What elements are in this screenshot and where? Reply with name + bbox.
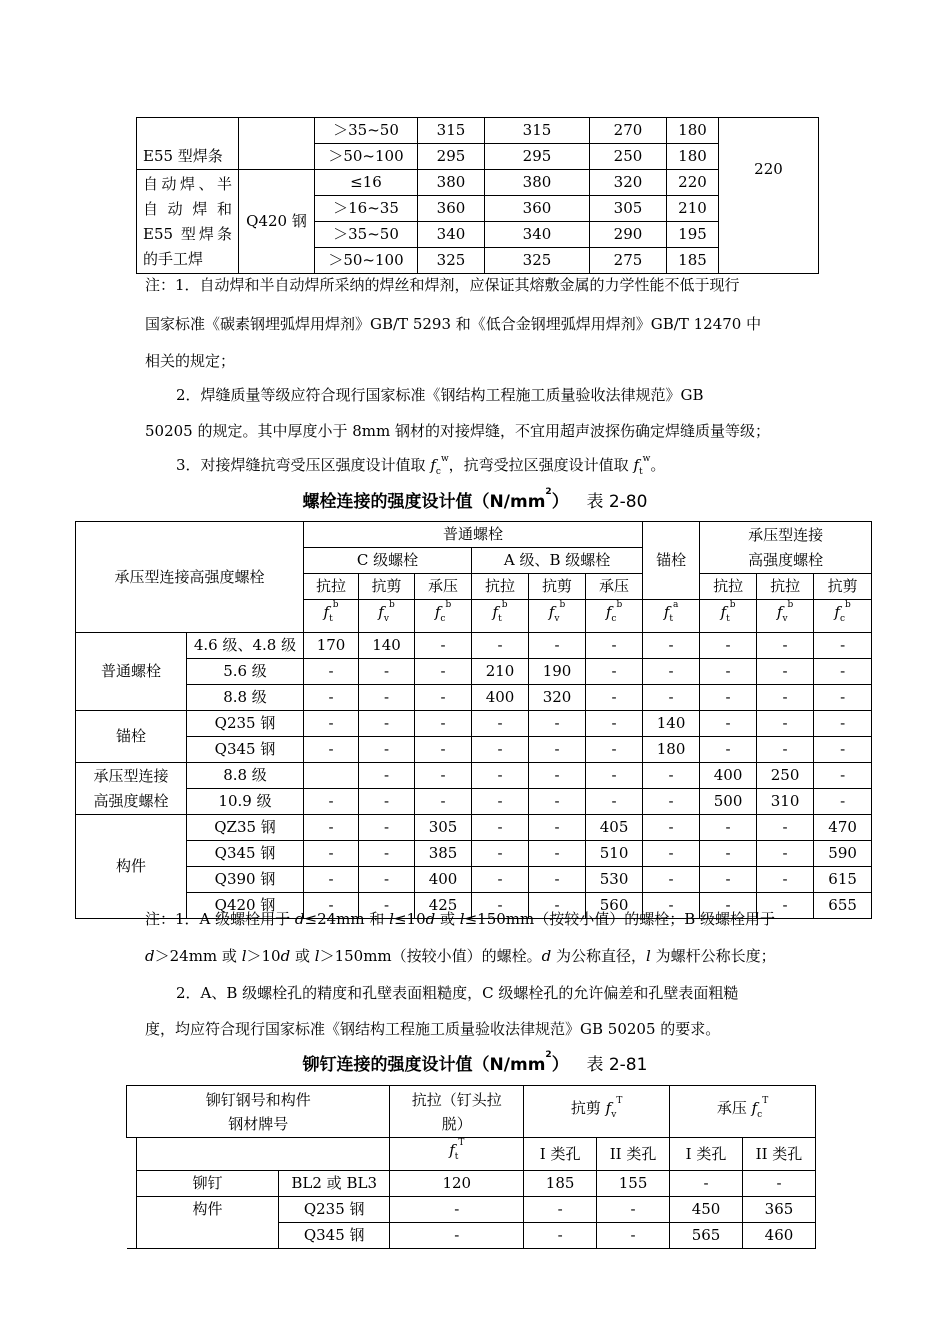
empty-header [137, 1138, 390, 1171]
value-cell: 305 [415, 815, 472, 841]
thickness-cell: ＞35~50 [315, 118, 418, 144]
table-row [76, 789, 872, 815]
table-row [127, 1171, 816, 1197]
value-cell: - [700, 893, 757, 919]
stress-symbol-header: $f_t^b$ [472, 600, 529, 633]
group-label-line: 高强度螺栓 [93, 791, 169, 810]
value-cell: 565 [670, 1223, 743, 1249]
grade-label-cell: 10.9 级 [187, 789, 304, 815]
value-cell: - [700, 633, 757, 659]
note-line: 2．A、B 级螺栓孔的精度和孔壁表面粗糙度，C 级螺栓孔的允许偏差和孔壁表面粗糙 [176, 984, 739, 1002]
value-cell: - [643, 893, 700, 919]
value-cell: - [529, 763, 586, 789]
value-cell: 180 [667, 144, 719, 170]
value-cell: - [472, 737, 529, 763]
header-text: 抗剪 [570, 1098, 606, 1117]
value-cell: 380 [418, 170, 485, 196]
value-cell: 340 [418, 222, 485, 248]
class-i-header: I 类孔 [670, 1138, 743, 1171]
stress-type-header: 抗拉 [472, 574, 529, 600]
stress-type-header: 抗拉 [757, 574, 814, 600]
value-cell: - [814, 711, 872, 737]
spacer-cell [127, 1197, 137, 1223]
value-cell: 140 [359, 633, 415, 659]
value-cell: 615 [814, 867, 872, 893]
rivet-row-grade: BL2 或 BL3 [278, 1171, 389, 1197]
grade-label-cell: QZ35 钢 [187, 815, 304, 841]
value-cell: - [529, 711, 586, 737]
table-row [127, 1197, 816, 1223]
value-cell: - [643, 789, 700, 815]
value-cell: - [643, 815, 700, 841]
value-cell: 180 [643, 737, 700, 763]
value-cell: - [304, 789, 359, 815]
header-line: 高强度螺栓 [748, 550, 824, 569]
spacer-cell [127, 1138, 137, 1171]
value-cell: 380 [485, 170, 590, 196]
note-line: d＞24mm 或 l＞10d 或 l＞150mm（按较小值）的螺栓。d 为公称直径，l 为螺杆公称长度； [145, 947, 776, 965]
spacer-cell [127, 1223, 137, 1249]
stress-symbol-header: $f_c^b$ [814, 600, 872, 633]
value-cell: 295 [418, 144, 485, 170]
value-cell: - [586, 789, 643, 815]
note-line: 国家标准《碳素钢埋弧焊用焊剂》GB/T 5293 和《低合金钢埋弧焊用焊剂》GB/T 12470 中 [145, 315, 762, 333]
value-cell: 170 [304, 633, 359, 659]
value-cell: - [529, 789, 586, 815]
header-line: 脱） [441, 1114, 472, 1133]
caption-sup: 2 [545, 1050, 552, 1060]
value-cell: 340 [485, 222, 590, 248]
value-cell: - [472, 841, 529, 867]
table-row [76, 867, 872, 893]
value-cell: - [643, 685, 700, 711]
value-cell: - [757, 659, 814, 685]
value-cell: - [304, 867, 359, 893]
group-label-line: 承压型连接 [93, 766, 169, 785]
value-cell: - [586, 711, 643, 737]
header-row [127, 1086, 816, 1138]
caption-title: 螺栓连接的强度设计值（N/mm [302, 492, 546, 512]
note-line: 50205 的规定。其中厚度小于 8mm 钢材的对接焊缝，不宜用超声波探伤确定焊缝质量等级； [145, 422, 771, 440]
note-line: 2．焊缝质量等级应符合现行国家标准《钢结构工程施工质量验收法律规范》GB [176, 386, 704, 404]
table-row [137, 144, 819, 170]
rivet-tension-header [390, 1086, 524, 1138]
value-cell: - [643, 763, 700, 789]
thickness-cell: ＞50~100 [315, 248, 418, 274]
value-cell: - [586, 763, 643, 789]
value-cell: - [757, 685, 814, 711]
value-cell: - [529, 633, 586, 659]
value-cell: - [700, 841, 757, 867]
rivet-row-label: 铆钉 [137, 1171, 279, 1197]
group-label-cell: 普通螺栓 [76, 633, 187, 711]
value-cell: - [359, 893, 415, 919]
value-cell: - [757, 867, 814, 893]
grade-label-cell: 4.6 级、4.8 级 [187, 633, 304, 659]
table-row [137, 118, 819, 144]
stress-type-header: 承压 [415, 574, 472, 600]
value-cell: - [742, 1171, 815, 1197]
grade-label-cell: Q420 钢 [187, 893, 304, 919]
value-cell: - [586, 737, 643, 763]
value-cell: 140 [643, 711, 700, 737]
rivet-strength-table [126, 1085, 816, 1249]
thickness-cell: ＞16~35 [315, 196, 418, 222]
stress-type-header: 抗剪 [359, 574, 415, 600]
group-label-cell: 构件 [76, 815, 187, 919]
value-cell: - [700, 685, 757, 711]
anchor-bolt-header: 锚栓 [643, 522, 700, 600]
value-cell: 385 [415, 841, 472, 867]
value-cell: - [472, 867, 529, 893]
note-text: 3．对接焊缝抗弯受压区强度设计值取 [176, 456, 431, 474]
value-cell: - [814, 789, 872, 815]
note-text: ，抗弯受拉区强度设计值取 [448, 456, 634, 474]
value-cell: - [524, 1223, 597, 1249]
value-cell: - [814, 763, 872, 789]
value-cell: - [757, 841, 814, 867]
rivet-bearing-header: 承压 $f_c^T$ [670, 1086, 816, 1138]
group-label-cell: 锚栓 [76, 711, 187, 763]
value-cell: - [359, 685, 415, 711]
value-cell: 450 [670, 1197, 743, 1223]
value-cell: - [700, 867, 757, 893]
value-cell: - [814, 659, 872, 685]
value-cell: 210 [472, 659, 529, 685]
weld-method-cell: E55 型焊条 [137, 144, 239, 170]
rivet-row-grade: Q345 钢 [278, 1223, 389, 1249]
value-cell: 250 [757, 763, 814, 789]
note-line: 3．对接焊缝抗弯受压区强度设计值取 $f_c^w$，抗弯受拉区强度设计值取 $f_t^w$。 [176, 454, 666, 477]
value-cell: - [359, 867, 415, 893]
weld-method-cell: 自动焊、半自动焊和E55 型焊条的手工焊 [137, 170, 239, 274]
stress-symbol-header: $f_t^b$ [304, 600, 359, 633]
weld-strength-table [136, 117, 819, 274]
value-cell: - [415, 633, 472, 659]
value-cell: 405 [586, 815, 643, 841]
fillet-weld-value-cell: 220 [719, 118, 819, 274]
value-cell: - [304, 685, 359, 711]
rivet-table-caption [0, 1050, 950, 1075]
value-cell: - [359, 815, 415, 841]
value-cell: - [529, 815, 586, 841]
grade-ab-header: A 级、B 级螺栓 [472, 548, 643, 574]
value-cell: - [390, 1223, 524, 1249]
value-cell: 360 [485, 196, 590, 222]
value-cell: - [757, 893, 814, 919]
rivet-row-label [137, 1223, 279, 1249]
grade-label-cell: Q390 钢 [187, 867, 304, 893]
value-cell: 290 [590, 222, 667, 248]
value-cell: - [472, 711, 529, 737]
steel-cell [239, 118, 315, 144]
corner-header: 承压型连接高强度螺栓 [76, 522, 304, 633]
value-cell: - [472, 763, 529, 789]
value-cell: 360 [418, 196, 485, 222]
value-cell: 305 [590, 196, 667, 222]
thickness-cell: ＞50~100 [315, 144, 418, 170]
value-cell: - [472, 815, 529, 841]
grade-label-cell: Q345 钢 [187, 841, 304, 867]
steel-cell: Q420 钢 [239, 170, 315, 274]
value-cell: - [415, 711, 472, 737]
stress-symbol-header: $f_v^b$ [529, 600, 586, 633]
rivet-corner-header [127, 1086, 390, 1138]
value-cell: 250 [590, 144, 667, 170]
value-cell: - [359, 659, 415, 685]
value-cell: - [757, 737, 814, 763]
bolt-table-caption [0, 487, 950, 512]
value-cell: 180 [667, 118, 719, 144]
thickness-cell: ≤16 [315, 170, 418, 196]
table-row [76, 737, 872, 763]
table-row [76, 763, 872, 789]
value-cell: - [415, 763, 472, 789]
ordinary-bolt-header: 普通螺栓 [304, 522, 643, 548]
value-cell: 185 [667, 248, 719, 274]
value-cell: - [359, 737, 415, 763]
value-cell: - [586, 633, 643, 659]
value-cell: 470 [814, 815, 872, 841]
stress-symbol-header: $f_v^b$ [359, 600, 415, 633]
caption-sup: 2 [545, 487, 552, 497]
header-line: 抗拉（钉头拉 [411, 1090, 502, 1109]
value-cell: - [643, 659, 700, 685]
stress-symbol-header: $f_c^b$ [586, 600, 643, 633]
value-cell: - [643, 633, 700, 659]
value-cell: - [415, 659, 472, 685]
grade-c-header: C 级螺栓 [304, 548, 472, 574]
value-cell: 460 [742, 1223, 815, 1249]
caption-close: ） [551, 1055, 569, 1075]
table-number: 表 2-81 [586, 1055, 648, 1075]
value-cell: - [415, 685, 472, 711]
header-text: 承压 [716, 1098, 752, 1117]
header-line: 铆钉钢号和构件 [205, 1090, 311, 1109]
value-cell: - [529, 893, 586, 919]
value-cell: 655 [814, 893, 872, 919]
spacer-cell [127, 1171, 137, 1197]
value-cell: - [359, 763, 415, 789]
value-cell: 190 [529, 659, 586, 685]
value-cell: - [304, 815, 359, 841]
value-cell: 400 [415, 867, 472, 893]
value-cell: 400 [700, 763, 757, 789]
weld-method-cell [137, 118, 239, 144]
value-cell: - [597, 1223, 670, 1249]
value-cell: 195 [667, 222, 719, 248]
value-cell: - [359, 789, 415, 815]
caption-close: ） [551, 492, 569, 512]
value-cell: 120 [390, 1171, 524, 1197]
value-cell: - [757, 815, 814, 841]
value-cell: - [757, 711, 814, 737]
value-cell: 365 [742, 1197, 815, 1223]
value-cell: - [597, 1197, 670, 1223]
value-cell: - [359, 841, 415, 867]
value-cell: - [529, 841, 586, 867]
header-line: 承压型连接 [748, 525, 824, 544]
grade-label-cell: Q235 钢 [187, 711, 304, 737]
value-cell: 295 [485, 144, 590, 170]
value-cell: - [472, 633, 529, 659]
value-cell: 590 [814, 841, 872, 867]
value-cell: 400 [472, 685, 529, 711]
table-row [76, 659, 872, 685]
value-cell: - [415, 789, 472, 815]
value-cell: - [359, 711, 415, 737]
value-cell: - [390, 1197, 524, 1223]
grade-label-cell: 8.8 级 [187, 763, 304, 789]
class-ii-header: II 类孔 [742, 1138, 815, 1171]
class-ii-header: II 类孔 [597, 1138, 670, 1171]
value-cell: - [700, 737, 757, 763]
value-cell: - [700, 711, 757, 737]
class-i-header: I 类孔 [524, 1138, 597, 1171]
value-cell: 530 [586, 867, 643, 893]
value-cell: - [304, 841, 359, 867]
grade-label-cell: Q345 钢 [187, 737, 304, 763]
rivet-row-label: 构件 [137, 1197, 279, 1223]
steel-cell [239, 144, 315, 170]
note-line: 注：1．自动焊和半自动焊所采纳的焊丝和焊剂，应保证其熔敷金属的力学性能不低于现行 [145, 276, 740, 294]
value-cell: - [304, 893, 359, 919]
value-cell: - [304, 711, 359, 737]
value-cell: - [472, 789, 529, 815]
value-cell: 310 [757, 789, 814, 815]
stress-symbol-header: $f_t^b$ [700, 600, 757, 633]
high-strength-bolt-header [700, 522, 872, 574]
rivet-shear-header: 抗剪 $f_v^T$ [524, 1086, 670, 1138]
table-row [127, 1223, 816, 1249]
note-line: 注：1．A 级螺栓用于 d≤24mm 和 l≤10d 或 l≤150mm（按较小值）的螺栓；B 级螺栓用于 [145, 910, 776, 928]
stress-type-header: 抗剪 [529, 574, 586, 600]
stress-type-header: 抗拉 [700, 574, 757, 600]
table-row [76, 815, 872, 841]
table-row [76, 711, 872, 737]
table-row [137, 170, 819, 196]
value-cell: 315 [485, 118, 590, 144]
value-cell: - [814, 737, 872, 763]
table-number: 表 2-80 [586, 492, 648, 512]
thickness-cell: ＞35~50 [315, 222, 418, 248]
header-line: 钢材牌号 [228, 1114, 289, 1133]
value-cell: 210 [667, 196, 719, 222]
symbol-fc: f [430, 456, 436, 474]
value-cell: 220 [667, 170, 719, 196]
value-cell: - [529, 737, 586, 763]
symbol-ft: f [633, 456, 639, 474]
value-cell: - [700, 659, 757, 685]
value-cell: - [524, 1197, 597, 1223]
value-cell: - [586, 659, 643, 685]
value-cell: 500 [700, 789, 757, 815]
value-cell [304, 763, 359, 789]
value-cell: - [415, 737, 472, 763]
value-cell: - [814, 633, 872, 659]
value-cell: 155 [597, 1171, 670, 1197]
value-cell: 270 [590, 118, 667, 144]
bolt-strength-table [75, 521, 872, 919]
value-cell: - [670, 1171, 743, 1197]
value-cell: - [304, 737, 359, 763]
grade-label-cell: 5.6 级 [187, 659, 304, 685]
value-cell: 425 [415, 893, 472, 919]
value-cell: 275 [590, 248, 667, 274]
note-line: 度，均应符合现行国家标准《钢结构工程施工质量验收法律规范》GB 50205 的要求。 [145, 1020, 721, 1038]
stress-type-header: 承压 [586, 574, 643, 600]
table-row [76, 685, 872, 711]
note-line: 相关的规定； [145, 352, 236, 370]
stress-symbol-header: $f_c^b$ [415, 600, 472, 633]
header-row [127, 1138, 816, 1171]
note-text: 。 [650, 456, 666, 474]
value-cell: 320 [529, 685, 586, 711]
caption-title: 铆钉连接的强度设计值（N/mm [302, 1055, 546, 1075]
table-row [76, 841, 872, 867]
stress-symbol-header: $f_v^b$ [757, 600, 814, 633]
value-cell: 325 [485, 248, 590, 274]
value-cell: 320 [590, 170, 667, 196]
value-cell: - [643, 867, 700, 893]
header-row [76, 522, 872, 548]
grade-label-cell: 8.8 级 [187, 685, 304, 711]
value-cell: - [472, 893, 529, 919]
value-cell: 325 [418, 248, 485, 274]
value-cell: 560 [586, 893, 643, 919]
group-label-cell [76, 763, 187, 815]
value-cell: - [757, 633, 814, 659]
table-row [76, 633, 872, 659]
value-cell: 510 [586, 841, 643, 867]
value-cell: - [814, 685, 872, 711]
rivet-row-grade: Q235 钢 [278, 1197, 389, 1223]
value-cell: - [643, 841, 700, 867]
stress-type-header: 抗拉 [304, 574, 359, 600]
value-cell: 185 [524, 1171, 597, 1197]
value-cell: - [304, 659, 359, 685]
stress-type-header: 抗剪 [814, 574, 872, 600]
value-cell: - [529, 867, 586, 893]
value-cell: - [586, 685, 643, 711]
stress-symbol-header: $f_t^a$ [643, 600, 700, 633]
value-cell: - [700, 815, 757, 841]
rivet-tension-symbol: $f_t^T$ [390, 1138, 524, 1171]
value-cell: 315 [418, 118, 485, 144]
